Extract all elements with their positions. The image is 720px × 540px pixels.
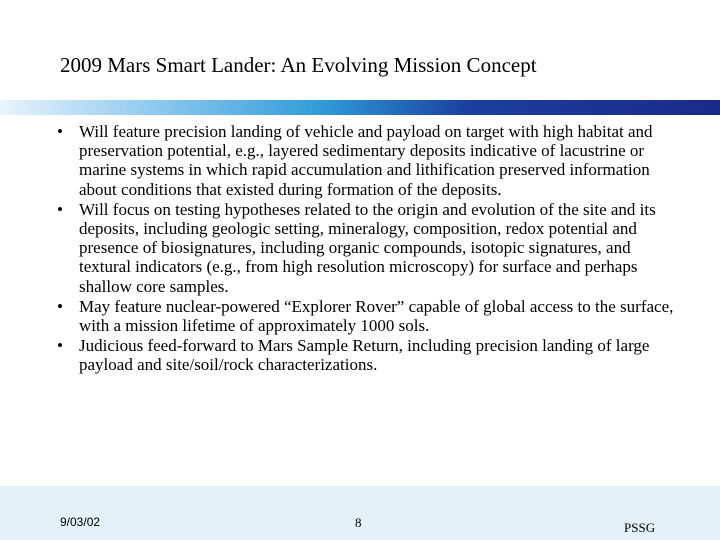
bullet-item xyxy=(56,122,681,199)
bullet-icon: • xyxy=(57,336,63,356)
slide-footer xyxy=(0,486,720,540)
bullet-icon: • xyxy=(57,199,63,219)
bullet-item xyxy=(56,297,681,335)
slide-title: 2009 Mars Smart Lander: An Evolving Mission Concept xyxy=(60,53,537,77)
bullet-item xyxy=(56,200,681,296)
footer-organization: PSSG xyxy=(624,520,656,535)
bullet-text: Will feature precision landing of vehicle and payload on target with high habitat and preservation potential, e.g., layered sedimentary deposits indicative of lacustrine or marine systems in which rapid accumulation and lithification preserved information about conditions that existed during formation of the deposits. xyxy=(79,122,653,199)
bullet-icon: • xyxy=(57,296,63,316)
bullet-item xyxy=(56,336,681,374)
bullet-list xyxy=(56,122,681,375)
bullet-text: Will focus on testing hypotheses related to the origin and evolution of the site and its deposits, including geologic setting, mineralogy, composition, redox potential and presence of biosignatures, including organic compounds, isotopic signatures, and textural indicators (e.g., from high resolution microscopy) for surface and perhaps shallow core samples. xyxy=(79,199,656,296)
bullet-icon: • xyxy=(57,122,63,141)
title-divider-bar xyxy=(0,100,720,115)
bullet-text: May feature nuclear-powered “Explorer Rover” capable of global access to the surface, with a mission lifetime of approximately 1000 sols. xyxy=(79,296,674,336)
footer-date: 9/03/02 xyxy=(60,515,101,529)
slide-body xyxy=(56,122,681,376)
bullet-text: Judicious feed-forward to Mars Sample Return, including precision landing of large payload and site/soil/rock characterizations. xyxy=(79,336,650,375)
page-number: 8 xyxy=(355,515,362,530)
